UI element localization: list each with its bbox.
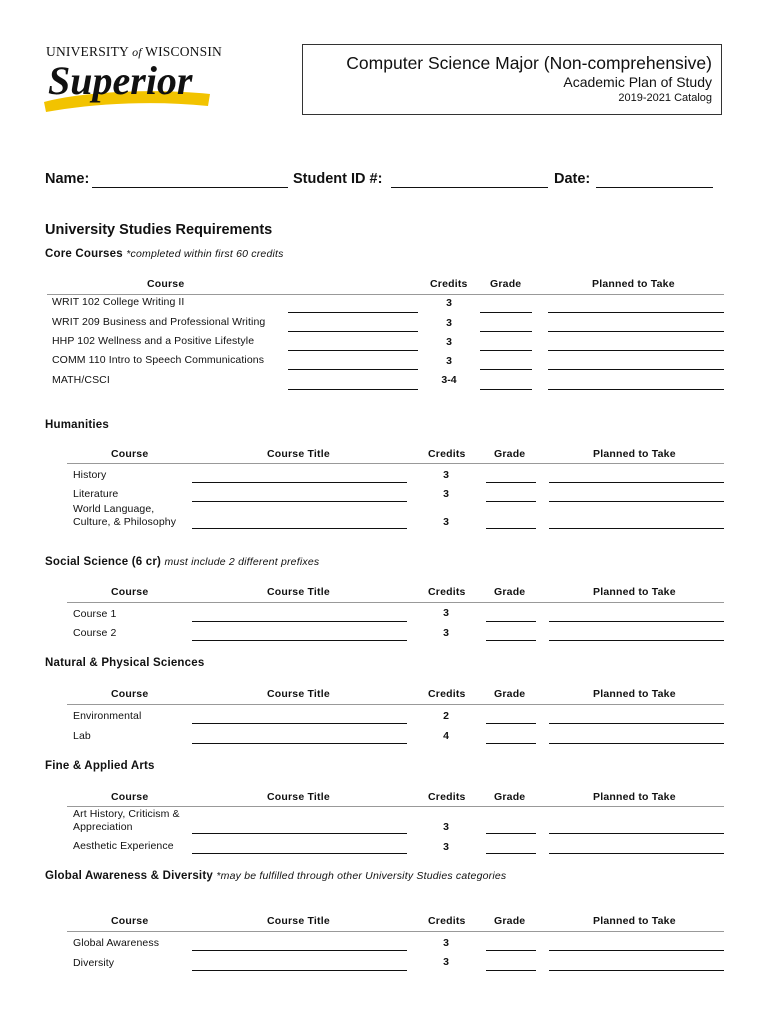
name-field[interactable]	[92, 187, 288, 188]
core-row-credits: 3	[446, 297, 452, 309]
fine-row-planned[interactable]	[549, 853, 724, 854]
glob-col-course: Course	[111, 915, 149, 927]
core-row-grade[interactable]	[480, 389, 532, 390]
hum-row-grade[interactable]	[486, 528, 536, 529]
soc-row-course: Course 2	[73, 627, 117, 639]
hum-row-title-input[interactable]	[192, 482, 407, 483]
superior-logo	[40, 52, 220, 116]
logo-wisconsin-text: WISCONSIN	[145, 44, 222, 59]
core-row-credits: 3	[446, 355, 452, 367]
soc-col-course: Course	[111, 586, 149, 598]
nat-col-grade: Grade	[494, 688, 526, 700]
hum-col-title: Course Title	[267, 448, 330, 460]
hum-row-grade[interactable]	[486, 501, 536, 502]
fine-row-credits: 3	[443, 841, 449, 853]
hum-row-credits: 3	[443, 469, 449, 481]
global-section-title	[45, 870, 506, 882]
hum-row-planned[interactable]	[549, 482, 724, 483]
fine-header-divider	[67, 806, 724, 807]
core-row-input[interactable]	[288, 331, 418, 332]
global-note: *may be fulfilled through other University Studies categories	[216, 870, 507, 882]
catalog-label: 2019-2021 Catalog	[618, 92, 712, 104]
core-col-credits: Credits	[430, 278, 468, 290]
glob-col-planned: Planned to Take	[593, 915, 676, 927]
fine-row-grade[interactable]	[486, 833, 536, 834]
student-id-field[interactable]	[391, 187, 548, 188]
nat-row-course: Lab	[73, 730, 91, 742]
core-row-input[interactable]	[288, 389, 418, 390]
core-row-grade[interactable]	[480, 331, 532, 332]
social-section-title	[45, 556, 319, 568]
soc-header-divider	[67, 602, 724, 603]
nat-col-planned: Planned to Take	[593, 688, 676, 700]
core-col-grade: Grade	[490, 278, 522, 290]
natural-title: Natural & Physical Sciences	[45, 657, 205, 669]
core-section-title	[45, 248, 284, 260]
hum-row-course: History	[73, 469, 107, 481]
glob-col-credits: Credits	[428, 915, 466, 927]
soc-row-planned[interactable]	[549, 640, 724, 641]
global-title: Global Awareness & Diversity	[45, 870, 213, 882]
fine-row-credits: 3	[443, 821, 449, 833]
soc-row-title-input[interactable]	[192, 640, 407, 641]
soc-col-title: Course Title	[267, 586, 330, 598]
fine-col-course: Course	[111, 791, 149, 803]
student-id-label: Student ID #:	[293, 171, 383, 187]
soc-row-title-input[interactable]	[192, 621, 407, 622]
glob-row-credits: 3	[443, 937, 449, 949]
core-row-input[interactable]	[288, 350, 418, 351]
nat-row-credits: 2	[443, 710, 449, 722]
nat-header-divider	[67, 704, 724, 705]
core-title: Core Courses	[45, 248, 123, 260]
soc-row-grade[interactable]	[486, 640, 536, 641]
core-row-course: WRIT 102 College Writing II	[52, 296, 185, 308]
nat-row-grade[interactable]	[486, 723, 536, 724]
fine-col-title: Course Title	[267, 791, 330, 803]
nat-row-title-input[interactable]	[192, 723, 407, 724]
nat-row-course: Environmental	[73, 710, 142, 722]
soc-col-credits: Credits	[428, 586, 466, 598]
core-row-planned[interactable]	[548, 369, 724, 370]
glob-row-grade[interactable]	[486, 950, 536, 951]
fine-title: Fine & Applied Arts	[45, 760, 155, 772]
hum-row-planned[interactable]	[549, 528, 724, 529]
fine-col-credits: Credits	[428, 791, 466, 803]
nat-row-title-input[interactable]	[192, 743, 407, 744]
nat-col-course: Course	[111, 688, 149, 700]
page-title: Computer Science Major (Non-comprehensive)	[346, 53, 712, 73]
fine-col-planned: Planned to Take	[593, 791, 676, 803]
hum-col-course: Course	[111, 448, 149, 460]
fine-row-course-line1: Art History, Criticism &	[73, 808, 180, 820]
hum-row-planned[interactable]	[549, 501, 724, 502]
hum-row-credits: 3	[443, 488, 449, 500]
logo-campus-text: Superior	[48, 58, 193, 103]
social-title: Social Science (6 cr)	[45, 556, 162, 568]
nat-row-planned[interactable]	[549, 743, 724, 744]
core-row-planned[interactable]	[548, 389, 724, 390]
glob-row-planned[interactable]	[549, 970, 724, 971]
name-label: Name:	[45, 171, 90, 187]
glob-row-title-input[interactable]	[192, 970, 407, 971]
hum-row-course: Literature	[73, 488, 119, 500]
core-row-credits: 3	[446, 336, 452, 348]
hum-col-planned: Planned to Take	[593, 448, 676, 460]
fine-row-course	[73, 808, 180, 834]
core-header-divider	[47, 294, 724, 295]
hum-row-grade[interactable]	[486, 482, 536, 483]
soc-row-grade[interactable]	[486, 621, 536, 622]
nat-col-credits: Credits	[428, 688, 466, 700]
hum-row-course	[73, 503, 176, 529]
glob-row-grade[interactable]	[486, 970, 536, 971]
glob-row-title-input[interactable]	[192, 950, 407, 951]
date-field[interactable]	[596, 187, 713, 188]
fine-row-grade[interactable]	[486, 853, 536, 854]
logo-of-text: of	[132, 45, 142, 59]
page-subtitle: Academic Plan of Study	[563, 74, 712, 90]
hum-row-title-input[interactable]	[192, 501, 407, 502]
core-row-input[interactable]	[288, 312, 418, 313]
core-row-grade[interactable]	[480, 369, 532, 370]
glob-row-credits: 3	[443, 956, 449, 968]
fine-row-title-input[interactable]	[192, 853, 407, 854]
fine-row-title-input[interactable]	[192, 833, 407, 834]
soc-row-credits: 3	[443, 627, 449, 639]
core-row-planned[interactable]	[548, 312, 724, 313]
core-row-input[interactable]	[288, 369, 418, 370]
soc-col-planned: Planned to Take	[593, 586, 676, 598]
core-row-grade[interactable]	[480, 312, 532, 313]
social-note: must include 2 different prefixes	[164, 556, 320, 568]
core-row-credits: 3	[446, 317, 452, 329]
glob-row-course: Global Awareness	[73, 937, 160, 949]
glob-header-divider	[67, 931, 724, 932]
core-row-grade[interactable]	[480, 350, 532, 351]
hum-header-divider	[67, 463, 724, 464]
soc-row-credits: 3	[443, 607, 449, 619]
title-box	[302, 44, 722, 115]
fine-row-planned[interactable]	[549, 833, 724, 834]
core-note: *completed within first 60 credits	[126, 248, 284, 260]
fine-col-grade: Grade	[494, 791, 526, 803]
fine-row-course: Aesthetic Experience	[73, 840, 174, 852]
core-row-planned[interactable]	[548, 350, 724, 351]
nat-col-title: Course Title	[267, 688, 330, 700]
nat-row-planned[interactable]	[549, 723, 724, 724]
core-row-credits: 3-4	[441, 374, 457, 386]
soc-row-planned[interactable]	[549, 621, 724, 622]
core-row-course: WRIT 209 Business and Professional Writing	[52, 316, 266, 328]
hum-row-title-input[interactable]	[192, 528, 407, 529]
logo-university-text: UNIVERSITY	[46, 44, 129, 59]
humanities-title: Humanities	[45, 419, 109, 431]
nat-row-credits: 4	[443, 730, 449, 742]
fine-row-course-line2: Appreciation	[73, 821, 133, 833]
glob-col-grade: Grade	[494, 915, 526, 927]
soc-row-course: Course 1	[73, 608, 117, 620]
soc-col-grade: Grade	[494, 586, 526, 598]
core-row-course: HHP 102 Wellness and a Positive Lifestyle	[52, 335, 255, 347]
core-row-planned[interactable]	[548, 331, 724, 332]
hum-row-course-line2: Culture, & Philosophy	[73, 516, 177, 528]
nat-row-grade[interactable]	[486, 743, 536, 744]
hum-row-credits: 3	[443, 516, 449, 528]
glob-row-planned[interactable]	[549, 950, 724, 951]
hum-col-credits: Credits	[428, 448, 466, 460]
hum-col-grade: Grade	[494, 448, 526, 460]
main-heading: University Studies Requirements	[45, 222, 273, 238]
glob-row-course: Diversity	[73, 957, 115, 969]
date-label: Date:	[554, 171, 591, 187]
glob-col-title: Course Title	[267, 915, 330, 927]
core-row-course: COMM 110 Intro to Speech Communications	[52, 354, 265, 366]
hum-row-course-line1: World Language,	[73, 503, 155, 515]
core-row-course: MATH/CSCI	[52, 374, 110, 386]
core-col-course: Course	[147, 278, 185, 290]
core-col-planned: Planned to Take	[592, 278, 675, 290]
